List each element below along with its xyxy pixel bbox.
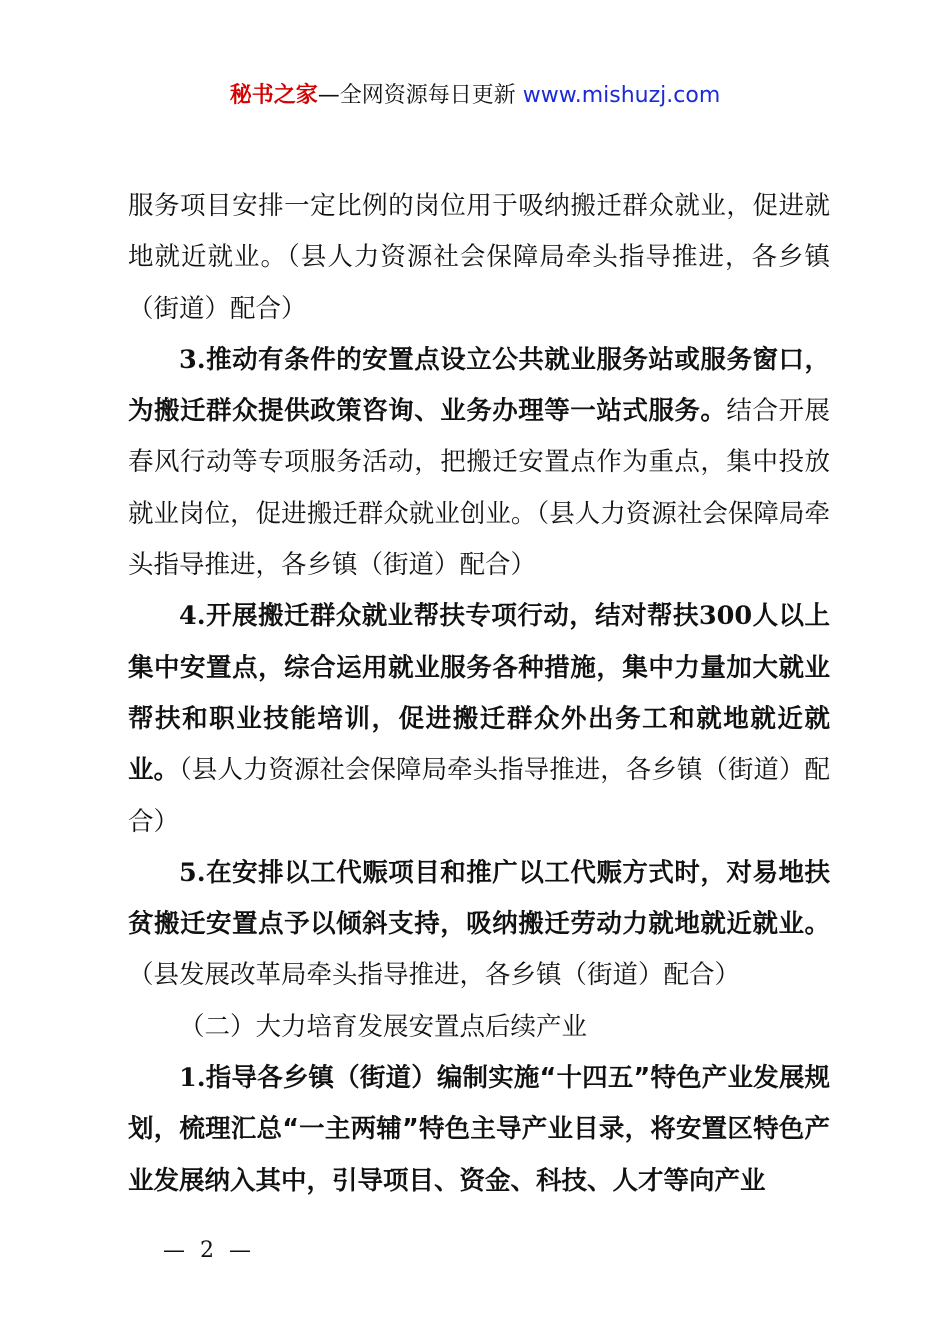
page-number: — 2 —: [163, 1238, 255, 1263]
paragraph-continued: [128, 181, 830, 335]
site-header: [0, 80, 950, 112]
inline-number: 300: [698, 601, 753, 632]
item-number: 1.: [179, 1063, 206, 1094]
item-number: 4.: [179, 601, 206, 632]
paragraph-item-4: [128, 591, 830, 847]
paragraph-text: 结合开展春风行动等专项服务活动，把搬迁安置点作为重点，集中投放就业岗位，促进搬迁群众就业创业。（县人力资源社会保障局牵头指导推进，各乡镇（街道）配合）: [128, 396, 830, 581]
paragraph-bold-lead-cont: 人以上集中安置点，综合运用就业服务各种措施，集中力量加大就业帮扶和职业技能培训，促进搬迁群众外出务工和就地就近就业。: [128, 601, 830, 786]
section-heading: [128, 1002, 830, 1053]
document-body: [128, 181, 830, 1207]
brand-name: 秘书之家: [229, 83, 318, 108]
paragraph-bold-lead: 推动有条件的安置点设立公共就业服务站或服务窗口，为搬迁群众提供政策咨询、业务办理等一站式服务。: [128, 344, 830, 427]
paragraph-bold-lead: 指导各乡镇（街道）编制实施“十四五”特色产业发展规划，梳理汇总“一主两辅”特色主导产业目录，将安置区特色产业发展纳入其中，引导项目、资金、科技、人才等向产业: [128, 1063, 830, 1196]
paragraph-item-3: [128, 335, 830, 591]
site-url-link[interactable]: www.mishuzj.com: [522, 83, 721, 108]
item-number: 5.: [179, 857, 206, 888]
paragraph-text: 服务项目安排一定比例的岗位用于吸纳搬迁群众就业，促进就地就近就业。（县人力资源社会保障局牵头指导推进，各乡镇（街道）配合）: [128, 191, 830, 324]
paragraph-text: （县发展改革局牵头指导推进，各乡镇（街道）配合）: [128, 960, 741, 991]
paragraph-item-5: [128, 848, 830, 1002]
paragraph-bold-lead: 在安排以工代赈项目和推广以工代赈方式时，对易地扶贫搬迁安置点予以倾斜支持，吸纳搬迁劳动力就地就近就业。: [128, 857, 830, 940]
header-tagline: —全网资源每日更新: [317, 83, 516, 108]
item-number: 3.: [179, 344, 206, 375]
paragraph-bold-lead: 开展搬迁群众就业帮扶专项行动，结对帮扶: [205, 601, 699, 632]
section-heading-text: （二）大力培育发展安置点后续产业: [179, 1011, 588, 1042]
paragraph-item-1: [128, 1053, 830, 1207]
paragraph-text: （县人力资源社会保障局牵头指导推进，各乡镇（街道）配合）: [128, 755, 830, 837]
